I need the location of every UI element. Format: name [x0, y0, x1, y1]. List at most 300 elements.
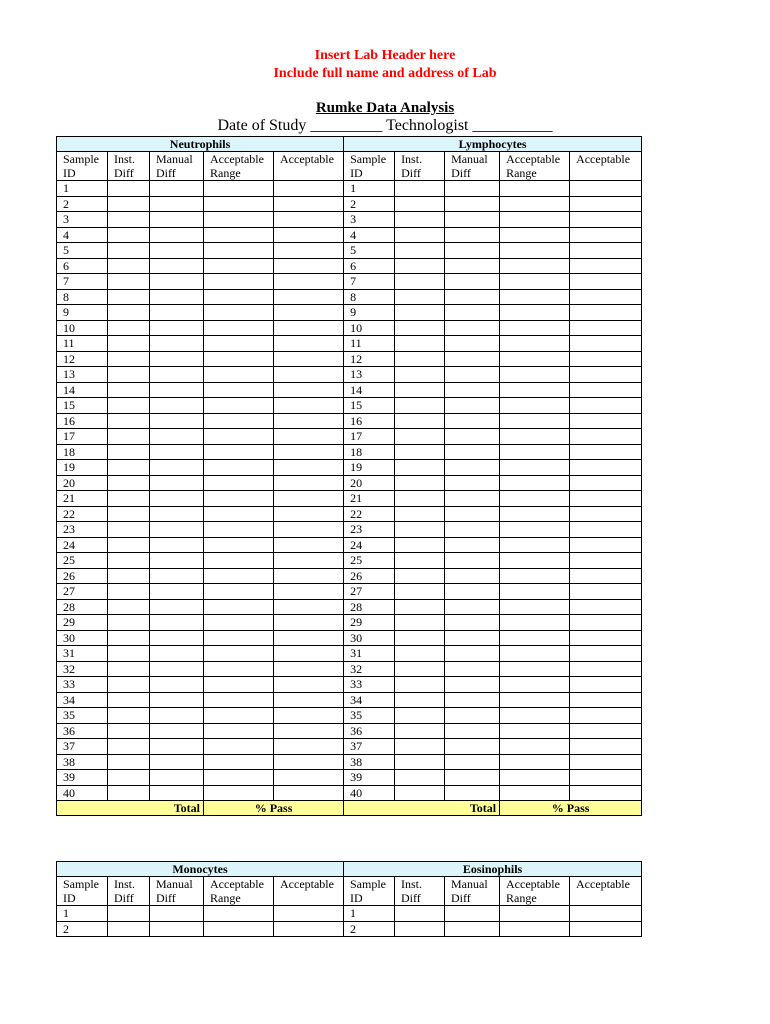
entry-cell[interactable] — [445, 398, 500, 414]
entry-cell[interactable] — [274, 584, 344, 600]
entry-cell[interactable] — [274, 398, 344, 414]
entry-cell[interactable] — [204, 444, 274, 460]
entry-cell[interactable] — [500, 723, 570, 739]
entry-cell[interactable] — [445, 708, 500, 724]
entry-cell[interactable] — [570, 770, 642, 786]
entry-cell[interactable] — [274, 906, 344, 922]
entry-cell[interactable] — [395, 398, 445, 414]
entry-cell[interactable] — [500, 227, 570, 243]
entry-cell[interactable] — [274, 785, 344, 801]
entry-cell[interactable] — [570, 413, 642, 429]
entry-cell[interactable] — [445, 196, 500, 212]
entry-cell[interactable] — [445, 522, 500, 538]
entry-cell[interactable] — [570, 754, 642, 770]
entry-cell[interactable] — [274, 320, 344, 336]
entry-cell[interactable] — [445, 921, 500, 937]
entry-cell[interactable] — [274, 289, 344, 305]
entry-cell[interactable] — [445, 906, 500, 922]
entry-cell[interactable] — [395, 770, 445, 786]
entry-cell[interactable] — [150, 336, 204, 352]
entry-cell[interactable] — [274, 351, 344, 367]
entry-cell[interactable] — [500, 212, 570, 228]
entry-cell[interactable] — [570, 212, 642, 228]
entry-cell[interactable] — [395, 475, 445, 491]
entry-cell[interactable] — [395, 708, 445, 724]
entry-cell[interactable] — [204, 258, 274, 274]
entry-cell[interactable] — [150, 537, 204, 553]
entry-cell[interactable] — [274, 568, 344, 584]
entry-cell[interactable] — [570, 785, 642, 801]
entry-cell[interactable] — [274, 677, 344, 693]
entry-cell[interactable] — [500, 429, 570, 445]
entry-cell[interactable] — [445, 599, 500, 615]
entry-cell[interactable] — [500, 646, 570, 662]
entry-cell[interactable] — [445, 227, 500, 243]
entry-cell[interactable] — [150, 584, 204, 600]
entry-cell[interactable] — [204, 661, 274, 677]
entry-cell[interactable] — [108, 196, 150, 212]
entry-cell[interactable] — [570, 382, 642, 398]
entry-cell[interactable] — [500, 537, 570, 553]
entry-cell[interactable] — [395, 692, 445, 708]
entry-cell[interactable] — [445, 677, 500, 693]
entry-cell[interactable] — [274, 491, 344, 507]
entry-cell[interactable] — [274, 413, 344, 429]
entry-cell[interactable] — [445, 274, 500, 290]
entry-cell[interactable] — [500, 491, 570, 507]
entry-cell[interactable] — [150, 785, 204, 801]
entry-cell[interactable] — [108, 785, 150, 801]
entry-cell[interactable] — [500, 382, 570, 398]
entry-cell[interactable] — [500, 181, 570, 197]
entry-cell[interactable] — [108, 770, 150, 786]
entry-cell[interactable] — [274, 723, 344, 739]
entry-cell[interactable] — [274, 258, 344, 274]
entry-cell[interactable] — [150, 398, 204, 414]
entry-cell[interactable] — [395, 568, 445, 584]
entry-cell[interactable] — [395, 351, 445, 367]
entry-cell[interactable] — [204, 770, 274, 786]
entry-cell[interactable] — [500, 258, 570, 274]
entry-cell[interactable] — [395, 491, 445, 507]
entry-cell[interactable] — [204, 677, 274, 693]
entry-cell[interactable] — [445, 320, 500, 336]
entry-cell[interactable] — [108, 305, 150, 321]
entry-cell[interactable] — [570, 708, 642, 724]
entry-cell[interactable] — [395, 754, 445, 770]
entry-cell[interactable] — [500, 584, 570, 600]
entry-cell[interactable] — [395, 661, 445, 677]
entry-cell[interactable] — [108, 921, 150, 937]
entry-cell[interactable] — [570, 506, 642, 522]
entry-cell[interactable] — [204, 196, 274, 212]
entry-cell[interactable] — [108, 475, 150, 491]
entry-cell[interactable] — [445, 351, 500, 367]
entry-cell[interactable] — [445, 568, 500, 584]
entry-cell[interactable] — [108, 692, 150, 708]
entry-cell[interactable] — [108, 227, 150, 243]
entry-cell[interactable] — [445, 646, 500, 662]
entry-cell[interactable] — [445, 615, 500, 631]
entry-cell[interactable] — [150, 305, 204, 321]
entry-cell[interactable] — [150, 506, 204, 522]
entry-cell[interactable] — [395, 320, 445, 336]
entry-cell[interactable] — [204, 429, 274, 445]
entry-cell[interactable] — [204, 568, 274, 584]
entry-cell[interactable] — [570, 398, 642, 414]
entry-cell[interactable] — [150, 460, 204, 476]
entry-cell[interactable] — [204, 692, 274, 708]
entry-cell[interactable] — [570, 320, 642, 336]
entry-cell[interactable] — [570, 723, 642, 739]
entry-cell[interactable] — [108, 615, 150, 631]
entry-cell[interactable] — [108, 708, 150, 724]
entry-cell[interactable] — [150, 723, 204, 739]
entry-cell[interactable] — [204, 599, 274, 615]
entry-cell[interactable] — [108, 320, 150, 336]
entry-cell[interactable] — [445, 181, 500, 197]
entry-cell[interactable] — [150, 181, 204, 197]
entry-cell[interactable] — [500, 460, 570, 476]
entry-cell[interactable] — [204, 227, 274, 243]
entry-cell[interactable] — [150, 739, 204, 755]
entry-cell[interactable] — [500, 398, 570, 414]
entry-cell[interactable] — [150, 692, 204, 708]
entry-cell[interactable] — [150, 382, 204, 398]
entry-cell[interactable] — [570, 289, 642, 305]
entry-cell[interactable] — [204, 413, 274, 429]
entry-cell[interactable] — [395, 506, 445, 522]
entry-cell[interactable] — [570, 181, 642, 197]
entry-cell[interactable] — [150, 429, 204, 445]
entry-cell[interactable] — [204, 615, 274, 631]
entry-cell[interactable] — [274, 921, 344, 937]
entry-cell[interactable] — [570, 351, 642, 367]
entry-cell[interactable] — [274, 243, 344, 259]
entry-cell[interactable] — [150, 615, 204, 631]
entry-cell[interactable] — [274, 615, 344, 631]
entry-cell[interactable] — [204, 537, 274, 553]
entry-cell[interactable] — [274, 460, 344, 476]
entry-cell[interactable] — [150, 630, 204, 646]
entry-cell[interactable] — [204, 382, 274, 398]
entry-cell[interactable] — [274, 630, 344, 646]
entry-cell[interactable] — [395, 785, 445, 801]
entry-cell[interactable] — [274, 770, 344, 786]
entry-cell[interactable] — [570, 274, 642, 290]
entry-cell[interactable] — [445, 491, 500, 507]
entry-cell[interactable] — [395, 906, 445, 922]
entry-cell[interactable] — [500, 692, 570, 708]
entry-cell[interactable] — [108, 599, 150, 615]
entry-cell[interactable] — [395, 646, 445, 662]
entry-cell[interactable] — [274, 429, 344, 445]
entry-cell[interactable] — [150, 367, 204, 383]
entry-cell[interactable] — [108, 568, 150, 584]
entry-cell[interactable] — [108, 258, 150, 274]
entry-cell[interactable] — [395, 181, 445, 197]
entry-cell[interactable] — [500, 708, 570, 724]
entry-cell[interactable] — [500, 444, 570, 460]
entry-cell[interactable] — [150, 413, 204, 429]
entry-cell[interactable] — [274, 475, 344, 491]
entry-cell[interactable] — [500, 615, 570, 631]
entry-cell[interactable] — [108, 243, 150, 259]
entry-cell[interactable] — [570, 599, 642, 615]
entry-cell[interactable] — [395, 723, 445, 739]
entry-cell[interactable] — [274, 382, 344, 398]
entry-cell[interactable] — [500, 785, 570, 801]
entry-cell[interactable] — [204, 584, 274, 600]
entry-cell[interactable] — [274, 692, 344, 708]
entry-cell[interactable] — [204, 243, 274, 259]
entry-cell[interactable] — [274, 537, 344, 553]
entry-cell[interactable] — [150, 444, 204, 460]
entry-cell[interactable] — [150, 906, 204, 922]
entry-cell[interactable] — [445, 460, 500, 476]
entry-cell[interactable] — [500, 274, 570, 290]
entry-cell[interactable] — [445, 367, 500, 383]
entry-cell[interactable] — [570, 677, 642, 693]
entry-cell[interactable] — [570, 661, 642, 677]
entry-cell[interactable] — [108, 367, 150, 383]
entry-cell[interactable] — [108, 553, 150, 569]
entry-cell[interactable] — [204, 289, 274, 305]
entry-cell[interactable] — [108, 274, 150, 290]
entry-cell[interactable] — [108, 181, 150, 197]
entry-cell[interactable] — [108, 537, 150, 553]
entry-cell[interactable] — [570, 444, 642, 460]
entry-cell[interactable] — [108, 429, 150, 445]
entry-cell[interactable] — [570, 739, 642, 755]
entry-cell[interactable] — [445, 537, 500, 553]
entry-cell[interactable] — [445, 243, 500, 259]
entry-cell[interactable] — [395, 382, 445, 398]
entry-cell[interactable] — [500, 320, 570, 336]
entry-cell[interactable] — [274, 739, 344, 755]
entry-cell[interactable] — [274, 522, 344, 538]
entry-cell[interactable] — [570, 584, 642, 600]
entry-cell[interactable] — [274, 305, 344, 321]
entry-cell[interactable] — [108, 444, 150, 460]
entry-cell[interactable] — [274, 336, 344, 352]
entry-cell[interactable] — [150, 320, 204, 336]
entry-cell[interactable] — [108, 212, 150, 228]
entry-cell[interactable] — [150, 921, 204, 937]
entry-cell[interactable] — [500, 661, 570, 677]
entry-cell[interactable] — [108, 382, 150, 398]
entry-cell[interactable] — [395, 305, 445, 321]
entry-cell[interactable] — [108, 491, 150, 507]
entry-cell[interactable] — [108, 584, 150, 600]
entry-cell[interactable] — [150, 243, 204, 259]
entry-cell[interactable] — [150, 522, 204, 538]
entry-cell[interactable] — [570, 475, 642, 491]
entry-cell[interactable] — [445, 692, 500, 708]
entry-cell[interactable] — [108, 398, 150, 414]
entry-cell[interactable] — [108, 351, 150, 367]
entry-cell[interactable] — [445, 584, 500, 600]
entry-cell[interactable] — [500, 351, 570, 367]
entry-cell[interactable] — [570, 921, 642, 937]
entry-cell[interactable] — [204, 491, 274, 507]
entry-cell[interactable] — [108, 906, 150, 922]
entry-cell[interactable] — [395, 615, 445, 631]
entry-cell[interactable] — [150, 661, 204, 677]
entry-cell[interactable] — [500, 289, 570, 305]
entry-cell[interactable] — [150, 708, 204, 724]
entry-cell[interactable] — [204, 553, 274, 569]
entry-cell[interactable] — [570, 429, 642, 445]
entry-cell[interactable] — [445, 382, 500, 398]
entry-cell[interactable] — [204, 906, 274, 922]
entry-cell[interactable] — [395, 584, 445, 600]
entry-cell[interactable] — [570, 537, 642, 553]
entry-cell[interactable] — [274, 227, 344, 243]
entry-cell[interactable] — [395, 677, 445, 693]
entry-cell[interactable] — [108, 413, 150, 429]
entry-cell[interactable] — [150, 289, 204, 305]
entry-cell[interactable] — [204, 522, 274, 538]
entry-cell[interactable] — [500, 599, 570, 615]
entry-cell[interactable] — [150, 770, 204, 786]
entry-cell[interactable] — [500, 630, 570, 646]
entry-cell[interactable] — [108, 522, 150, 538]
entry-cell[interactable] — [150, 599, 204, 615]
entry-cell[interactable] — [108, 460, 150, 476]
entry-cell[interactable] — [395, 553, 445, 569]
entry-cell[interactable] — [108, 506, 150, 522]
entry-cell[interactable] — [204, 367, 274, 383]
entry-cell[interactable] — [274, 212, 344, 228]
entry-cell[interactable] — [108, 677, 150, 693]
entry-cell[interactable] — [204, 305, 274, 321]
entry-cell[interactable] — [204, 921, 274, 937]
entry-cell[interactable] — [274, 506, 344, 522]
entry-cell[interactable] — [204, 212, 274, 228]
entry-cell[interactable] — [150, 475, 204, 491]
entry-cell[interactable] — [500, 754, 570, 770]
entry-cell[interactable] — [204, 336, 274, 352]
entry-cell[interactable] — [395, 289, 445, 305]
entry-cell[interactable] — [500, 770, 570, 786]
entry-cell[interactable] — [108, 661, 150, 677]
entry-cell[interactable] — [500, 522, 570, 538]
entry-cell[interactable] — [150, 351, 204, 367]
entry-cell[interactable] — [274, 661, 344, 677]
entry-cell[interactable] — [570, 367, 642, 383]
entry-cell[interactable] — [445, 754, 500, 770]
entry-cell[interactable] — [395, 444, 445, 460]
entry-cell[interactable] — [150, 196, 204, 212]
entry-cell[interactable] — [500, 475, 570, 491]
entry-cell[interactable] — [570, 196, 642, 212]
entry-cell[interactable] — [500, 196, 570, 212]
entry-cell[interactable] — [395, 196, 445, 212]
entry-cell[interactable] — [274, 196, 344, 212]
entry-cell[interactable] — [204, 646, 274, 662]
entry-cell[interactable] — [445, 506, 500, 522]
entry-cell[interactable] — [204, 475, 274, 491]
entry-cell[interactable] — [395, 522, 445, 538]
entry-cell[interactable] — [570, 243, 642, 259]
entry-cell[interactable] — [204, 351, 274, 367]
entry-cell[interactable] — [570, 227, 642, 243]
entry-cell[interactable] — [445, 770, 500, 786]
entry-cell[interactable] — [395, 227, 445, 243]
entry-cell[interactable] — [570, 646, 642, 662]
entry-cell[interactable] — [570, 522, 642, 538]
entry-cell[interactable] — [150, 754, 204, 770]
entry-cell[interactable] — [204, 630, 274, 646]
entry-cell[interactable] — [274, 367, 344, 383]
entry-cell[interactable] — [108, 739, 150, 755]
entry-cell[interactable] — [395, 274, 445, 290]
entry-cell[interactable] — [570, 615, 642, 631]
entry-cell[interactable] — [395, 413, 445, 429]
entry-cell[interactable] — [445, 661, 500, 677]
entry-cell[interactable] — [500, 921, 570, 937]
entry-cell[interactable] — [395, 739, 445, 755]
entry-cell[interactable] — [500, 553, 570, 569]
entry-cell[interactable] — [108, 289, 150, 305]
entry-cell[interactable] — [395, 367, 445, 383]
entry-cell[interactable] — [204, 398, 274, 414]
entry-cell[interactable] — [445, 289, 500, 305]
entry-cell[interactable] — [274, 646, 344, 662]
entry-cell[interactable] — [204, 785, 274, 801]
entry-cell[interactable] — [445, 305, 500, 321]
entry-cell[interactable] — [570, 568, 642, 584]
entry-cell[interactable] — [570, 258, 642, 274]
entry-cell[interactable] — [108, 630, 150, 646]
entry-cell[interactable] — [445, 739, 500, 755]
entry-cell[interactable] — [500, 305, 570, 321]
entry-cell[interactable] — [108, 754, 150, 770]
entry-cell[interactable] — [150, 568, 204, 584]
entry-cell[interactable] — [445, 429, 500, 445]
entry-cell[interactable] — [500, 906, 570, 922]
entry-cell[interactable] — [274, 181, 344, 197]
entry-cell[interactable] — [274, 553, 344, 569]
entry-cell[interactable] — [274, 274, 344, 290]
entry-cell[interactable] — [500, 413, 570, 429]
entry-cell[interactable] — [204, 506, 274, 522]
entry-cell[interactable] — [150, 677, 204, 693]
entry-cell[interactable] — [445, 258, 500, 274]
entry-cell[interactable] — [570, 692, 642, 708]
entry-cell[interactable] — [445, 444, 500, 460]
entry-cell[interactable] — [445, 212, 500, 228]
entry-cell[interactable] — [500, 367, 570, 383]
entry-cell[interactable] — [395, 921, 445, 937]
entry-cell[interactable] — [445, 336, 500, 352]
entry-cell[interactable] — [150, 212, 204, 228]
entry-cell[interactable] — [500, 243, 570, 259]
entry-cell[interactable] — [500, 739, 570, 755]
entry-cell[interactable] — [204, 754, 274, 770]
entry-cell[interactable] — [150, 274, 204, 290]
entry-cell[interactable] — [274, 444, 344, 460]
entry-cell[interactable] — [500, 336, 570, 352]
entry-cell[interactable] — [204, 739, 274, 755]
entry-cell[interactable] — [445, 475, 500, 491]
entry-cell[interactable] — [445, 553, 500, 569]
entry-cell[interactable] — [395, 599, 445, 615]
entry-cell[interactable] — [204, 320, 274, 336]
entry-cell[interactable] — [570, 305, 642, 321]
entry-cell[interactable] — [395, 212, 445, 228]
